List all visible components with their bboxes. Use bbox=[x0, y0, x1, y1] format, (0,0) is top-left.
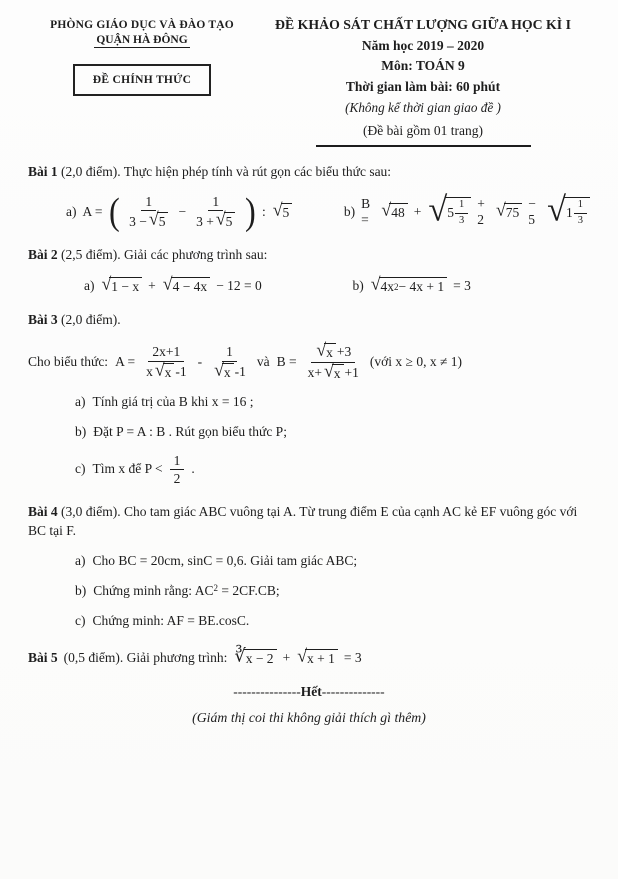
radicand: 75 bbox=[505, 204, 520, 220]
radical-sign: √ bbox=[154, 359, 165, 380]
radical bbox=[101, 273, 143, 295]
radicand: x bbox=[164, 364, 172, 380]
fraction bbox=[142, 344, 191, 381]
item-text-3c: Tìm x để P < bbox=[92, 461, 163, 477]
district-name: QUẬN HÀ ĐÔNG bbox=[96, 34, 188, 46]
radical-sign: √ bbox=[370, 273, 381, 294]
radical-sign: √ bbox=[547, 190, 566, 229]
denominator-text: 3 bbox=[458, 214, 465, 226]
whole-part: 5 bbox=[447, 204, 454, 220]
radical bbox=[272, 199, 293, 221]
item-label-3c: c) bbox=[75, 461, 86, 477]
exam-title: ĐỀ KHẢO SÁT CHẤT LƯỢNG GIỮA HỌC KÌ I bbox=[275, 17, 571, 32]
denominator-text: 3 + bbox=[196, 213, 214, 229]
radical-sign: √ bbox=[428, 190, 448, 229]
item-text-3a: Tính giá trị của B khi x = 16 ; bbox=[92, 394, 254, 410]
radicand: 5 bbox=[158, 214, 166, 230]
denominator-text: x bbox=[146, 363, 153, 379]
radicand: x bbox=[326, 344, 333, 360]
exam-duration-note: (Không kể thời gian giao đề ) bbox=[345, 99, 501, 115]
plus-operator: + bbox=[282, 649, 291, 665]
plus-coefficient: + 2 bbox=[477, 196, 485, 227]
radicand: 5 bbox=[225, 214, 233, 230]
radicand-post: − 4x + 1 bbox=[398, 278, 445, 294]
expression-intro: Cho biểu thức: bbox=[28, 354, 109, 370]
radical bbox=[162, 273, 210, 295]
radical-sign: √ bbox=[162, 273, 173, 294]
cube-root-sign: ∛ bbox=[234, 645, 246, 666]
exam-subject: Môn: TOÁN 9 bbox=[381, 58, 465, 74]
radical-sign: √ bbox=[316, 339, 327, 360]
equation-tail: = 3 bbox=[453, 278, 471, 294]
item-label-1b: b) bbox=[343, 204, 356, 219]
divide-colon: : bbox=[262, 204, 266, 219]
formula-1a-lhs: A = bbox=[82, 204, 103, 219]
problem-1-number: Bài 1 bbox=[28, 164, 58, 180]
item-text-3b: Đặt P = A : B . Rút gọn biểu thức P; bbox=[93, 423, 287, 439]
item-text-4c: Chứng minh: AF = BE.cosC. bbox=[92, 612, 250, 628]
exam-school-year: Năm học 2019 – 2020 bbox=[361, 37, 485, 53]
sentence-period: . bbox=[191, 461, 195, 477]
whole-part: 1 bbox=[566, 204, 573, 220]
item-text-4b bbox=[93, 582, 279, 601]
formula-1b bbox=[332, 190, 590, 229]
numerator: 1 bbox=[212, 193, 220, 209]
radical bbox=[215, 208, 236, 230]
minus-operator: − bbox=[178, 204, 187, 219]
radical bbox=[213, 359, 234, 381]
equation-tail: − 12 = 0 bbox=[216, 278, 262, 294]
radical-sign: √ bbox=[148, 208, 159, 229]
end-dashes-right: -------------- bbox=[321, 683, 385, 699]
problem-2-number: Bài 2 bbox=[28, 247, 58, 263]
radical bbox=[380, 199, 407, 221]
radical: √ 4x 2 − 4x + 1 bbox=[370, 277, 447, 295]
radical bbox=[315, 339, 336, 361]
cube-root-radical bbox=[233, 645, 276, 667]
problem-4-item-a bbox=[28, 552, 590, 571]
right-paren: ) bbox=[245, 190, 257, 233]
problem-3-heading bbox=[28, 310, 590, 330]
exam-page-count: (Đề bài gồm 01 trang) bbox=[363, 122, 483, 138]
radical bbox=[148, 208, 169, 230]
problem-3-text: (2,0 điểm). bbox=[57, 312, 121, 328]
problem-3-item-b bbox=[28, 423, 590, 442]
problem-2-text: (2,5 điểm). Giải các phương trình sau: bbox=[57, 247, 268, 263]
domain-condition: (với x ≥ 0, x ≠ 1) bbox=[369, 354, 462, 370]
radical-sign: √ bbox=[214, 359, 224, 380]
problem-5-row bbox=[28, 645, 590, 667]
formula-1b-lhs: B = bbox=[361, 196, 371, 227]
radical-sign: √ bbox=[496, 199, 506, 220]
end-dashes-left: --------------- bbox=[233, 683, 301, 699]
problem-3-number: Bài 3 bbox=[28, 312, 58, 328]
radical-mixed-number bbox=[546, 190, 590, 229]
numerator: 2x+1 bbox=[152, 344, 181, 359]
exponent: 2 bbox=[213, 582, 218, 593]
formula-1a bbox=[28, 190, 332, 233]
header bbox=[28, 14, 590, 147]
plus-operator: + bbox=[413, 204, 422, 219]
numerator: 1 bbox=[458, 199, 465, 211]
item-label-1a: a) bbox=[66, 204, 77, 219]
problem-1-text: (2,0 điểm). Thực hiện phép tính và rút gọn các biểu thức sau: bbox=[57, 164, 392, 180]
proctor-note: (Giám thị coi thi không giải thích gì thêm) bbox=[192, 709, 426, 725]
problem-3-item-c bbox=[28, 453, 590, 487]
problem-5-number: Bài 5 bbox=[28, 649, 58, 665]
problem-4-number: Bài 4 bbox=[28, 503, 58, 519]
denominator-text: 3 bbox=[577, 214, 583, 226]
numerator: 1 bbox=[226, 344, 233, 359]
item-label-3b: b) bbox=[75, 423, 87, 439]
radical-sign: √ bbox=[272, 199, 283, 220]
minus-coefficient: − 5 bbox=[528, 196, 536, 227]
problem-2-formulas bbox=[28, 273, 590, 295]
radicand: 1 − x bbox=[111, 278, 140, 294]
denominator-text: +1 bbox=[344, 365, 359, 381]
denominator-text: 2 bbox=[173, 471, 181, 487]
numerator: 1 bbox=[145, 193, 153, 209]
radical bbox=[296, 645, 338, 667]
formula-2b bbox=[341, 273, 591, 295]
item-text-4b-post: = 2CF.CB; bbox=[217, 582, 280, 598]
item-text-4a: Cho BC = 20cm, sinC = 0,6. Giải tam giác ABC; bbox=[92, 552, 358, 568]
numerator-text: +3 bbox=[336, 344, 352, 359]
item-label-4a: a) bbox=[75, 552, 86, 568]
problem-4-heading bbox=[28, 502, 590, 541]
expression-B-lhs: B = bbox=[276, 354, 297, 370]
radical-sign: √ bbox=[381, 199, 392, 220]
header-right-block bbox=[256, 14, 590, 147]
problem-1-formulas bbox=[28, 190, 590, 233]
radicand: 4 − 4x bbox=[172, 278, 208, 294]
fraction bbox=[170, 453, 185, 487]
radical-mixed-number bbox=[427, 190, 471, 229]
radical-sign: √ bbox=[297, 645, 307, 666]
problem-5-text: (0,5 điểm). Giải phương trình: bbox=[63, 649, 228, 665]
problem-1-heading bbox=[28, 162, 590, 182]
header-divider-rule bbox=[316, 145, 531, 147]
radical bbox=[154, 359, 175, 381]
official-box-wrap bbox=[28, 48, 256, 96]
fraction bbox=[304, 339, 363, 382]
radical bbox=[323, 360, 344, 382]
department-line2-wrap bbox=[28, 31, 256, 48]
fraction bbox=[209, 344, 250, 381]
radicand: x bbox=[223, 364, 231, 380]
radicand: x bbox=[333, 365, 341, 381]
radical-sign: √ bbox=[324, 360, 334, 381]
radicand: 5 bbox=[282, 204, 290, 220]
expression-A-lhs: A = bbox=[115, 354, 136, 370]
radical-sign: √ bbox=[215, 208, 226, 229]
end-divider bbox=[28, 684, 590, 700]
problem-3-item-a bbox=[28, 393, 590, 412]
item-label-4b: b) bbox=[75, 582, 87, 598]
exam-duration: Thời gian làm bài: 60 phút bbox=[345, 79, 501, 94]
item-label-2a: a) bbox=[84, 278, 95, 294]
radicand: 48 bbox=[391, 204, 405, 220]
and-connector: và bbox=[256, 354, 270, 370]
denominator-text: 3 − bbox=[129, 213, 147, 229]
problem-4-text: (3,0 điểm). Cho tam giác ABC vuông tại A. Từ trung điểm E của cạnh AC kẻ EF vuông góc với BC tại F. bbox=[28, 503, 578, 539]
radicand: x − 2 bbox=[245, 650, 274, 666]
radical-sign: √ bbox=[101, 273, 112, 294]
fraction bbox=[574, 199, 587, 226]
fraction bbox=[192, 194, 239, 231]
official-exam-box: ĐỀ CHÍNH THỨC bbox=[73, 64, 211, 96]
problem-2-heading bbox=[28, 245, 590, 265]
formula-2a bbox=[28, 273, 341, 295]
fraction bbox=[125, 194, 172, 231]
department-line1: PHÒNG GIÁO DỤC VÀ ĐÀO TẠO bbox=[50, 19, 234, 31]
radical bbox=[495, 199, 522, 221]
item-label-4c: c) bbox=[75, 612, 86, 628]
fraction bbox=[455, 199, 468, 226]
item-text-4b-pre: Chứng minh rằng: AC bbox=[93, 582, 214, 598]
minus-operator: - bbox=[197, 354, 203, 370]
header-left-block bbox=[28, 14, 256, 147]
item-label-3a: a) bbox=[75, 394, 86, 410]
problem-4-item-b bbox=[28, 582, 590, 601]
numerator: 1 bbox=[577, 199, 583, 211]
denominator-text: -1 bbox=[175, 363, 187, 379]
radicand-pre: 4x bbox=[380, 278, 395, 294]
item-label-2b: b) bbox=[352, 278, 364, 294]
denominator-text: x+ bbox=[307, 365, 322, 381]
end-label: Hết bbox=[300, 683, 322, 699]
numerator: 1 bbox=[173, 452, 181, 468]
problem-4-item-c bbox=[28, 612, 590, 631]
denominator-text: -1 bbox=[234, 363, 246, 379]
equation-tail: = 3 bbox=[343, 649, 362, 665]
plus-operator: + bbox=[148, 278, 156, 294]
left-paren: ( bbox=[108, 190, 120, 233]
radicand: x + 1 bbox=[306, 650, 335, 666]
problem-3-expression bbox=[28, 339, 590, 382]
